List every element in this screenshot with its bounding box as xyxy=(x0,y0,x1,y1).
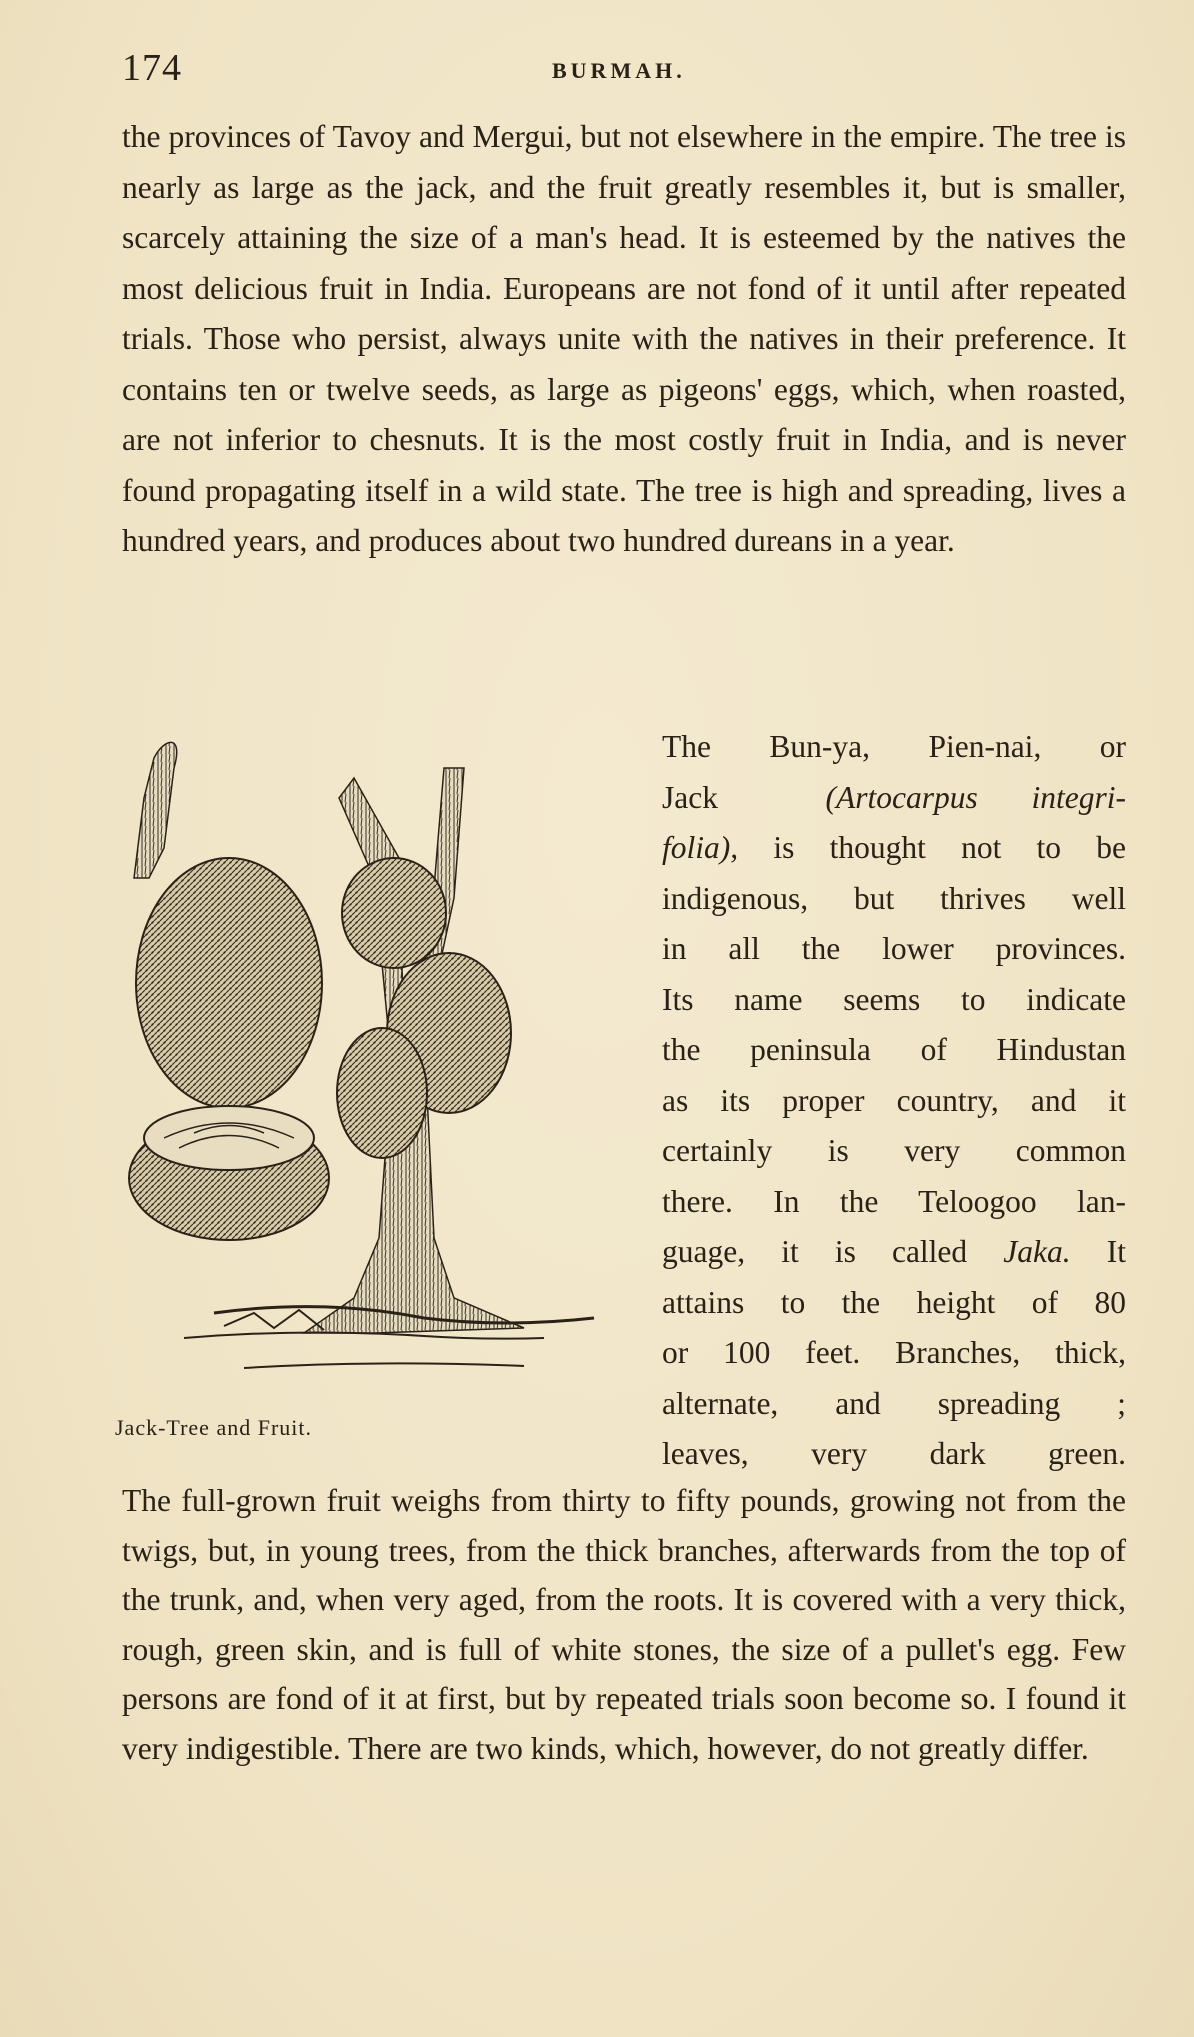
running-title: BURMAH. xyxy=(552,58,686,83)
side-line: leaves, very dark green. xyxy=(662,1436,1126,1471)
running-head xyxy=(122,46,1122,96)
side-line: folia), is thought not to be xyxy=(662,830,1127,865)
side-line: Jack (Artocarpus integri- xyxy=(662,779,1127,815)
side-line: Its name seems to indicate xyxy=(662,981,1126,1017)
page-number: 174 xyxy=(122,47,182,89)
jack-tree-illustration xyxy=(124,738,644,1388)
paragraph-top: the provinces of Tavoy and Mergui, but not elsewhere in the empire. The tree is nearly as large as the jack, and the fruit greatly resembles it, but is smaller, scarcely attaining the size of a man's head. It is esteemed by the natives the most delicious fruit in India. Europeans are not fond of it until after repeated trials. Those who persist, always unite with the natives in their preference. It contains ten or twelve seeds, as large as pigeons' eggs, which, when roasted, are not inferior to chesnuts. It is the most costly fruit in India, and is never found propagating itself in a wild state. The tree is high and spreading, lives a hundred years, and produces about two hundred dureans in a year. xyxy=(122,119,1126,558)
side-column-text xyxy=(662,722,1126,1480)
side-line: indigenous, but thrives well xyxy=(662,880,1126,916)
side-line: The Bun-ya, Pien-nai, or xyxy=(662,729,1126,764)
paragraph-bottom: The full-grown fruit weighs from thirty to fifty pounds, growing not from the twigs, but, in young trees, from the thick branches, afterwards from the top of the trunk, and, when very aged, from the roots. It is covered with a very thick, rough, green skin, and is full of white stones, the size of a pullet's egg. Few persons are fond of it at first, but by repeated trials soon become so. I found it very indigestible. There are two kinds, which, however, do not greatly differ. xyxy=(122,1483,1126,1766)
side-line: guage, it is called Jaka. It xyxy=(662,1234,1126,1269)
side-line: the peninsula of Hindustan xyxy=(662,1032,1126,1067)
jack-tree-engraving xyxy=(124,738,644,1388)
side-line: in all the lower provinces. xyxy=(662,931,1126,966)
side-line: certainly is very common xyxy=(662,1133,1126,1168)
side-line: attains to the height of 80 xyxy=(662,1284,1126,1320)
side-line: as its proper country, and it xyxy=(662,1082,1126,1118)
side-line: alternate, and spreading ; xyxy=(662,1385,1126,1421)
side-line: there. In the Teloogoo lan- xyxy=(662,1183,1126,1219)
figure-caption: Jack-Tree and Fruit. xyxy=(115,1415,312,1440)
side-line: or 100 feet. Branches, thick, xyxy=(662,1335,1126,1370)
